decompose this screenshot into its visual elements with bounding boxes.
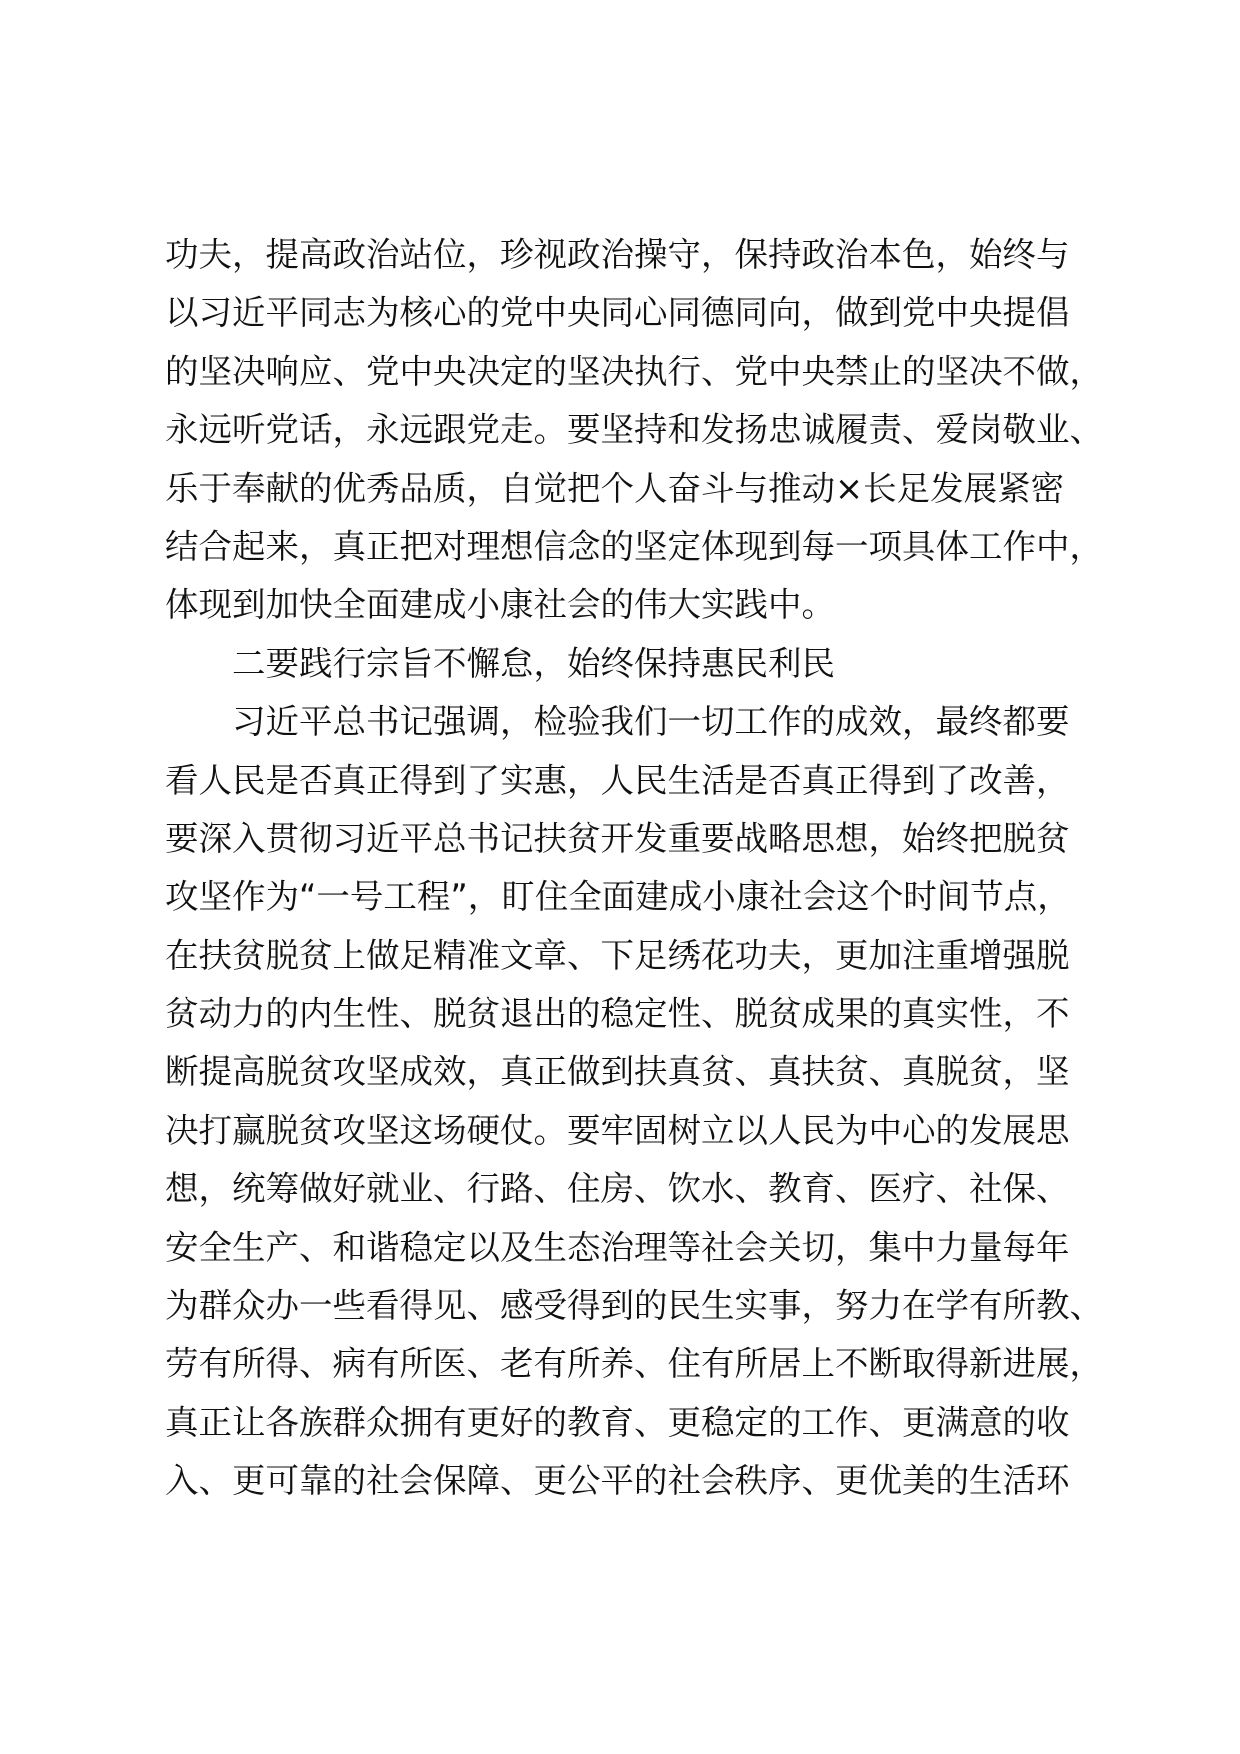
text-line: 贫动力的内生性、脱贫退出的稳定性、脱贫成果的真实性，不 (165, 994, 1070, 1034)
section-heading: 二要践行宗旨不懈怠，始终保持惠民利民 (232, 643, 835, 683)
text-line: 结合起来，真正把对理想信念的坚定体现到每一项具体工作中， (165, 526, 1103, 566)
text-line: 在扶贫脱贫上做足精准文章、下足绣花功夫，更加注重增强脱 (165, 935, 1070, 975)
text-line: 乐于奉献的优秀品质，自觉把个人奋斗与推动×长足发展紧密 (165, 468, 1065, 508)
text-line: 看人民是否真正得到了实惠，人民生活是否真正得到了改善， (165, 760, 1070, 800)
text-line: 的坚决响应、党中央决定的坚决执行、党中央禁止的坚决不做， (165, 351, 1103, 391)
text-line: 劳有所得、病有所医、老有所养、住有所居上不断取得新进展， (165, 1344, 1103, 1384)
text-line: 攻坚作为“一号工程”，盯住全面建成小康社会这个时间节点， (165, 877, 1071, 917)
text-line: 要深入贯彻习近平总书记扶贫开发重要战略思想，始终把脱贫 (165, 818, 1070, 858)
text-line: 决打赢脱贫攻坚这场硬仗。要牢固树立以人民为中心的发展思 (165, 1110, 1070, 1150)
text-line: 真正让各族群众拥有更好的教育、更稳定的工作、更满意的收 (165, 1402, 1070, 1442)
text-line: 入、更可靠的社会保障、更公平的社会秩序、更优美的生活环 (165, 1461, 1070, 1501)
document-body (165, 226, 1105, 1511)
text-line: 体现到加快全面建成小康社会的伟大实践中。 (165, 585, 835, 625)
text-line: 安全生产、和谐稳定以及生态治理等社会关切，集中力量每年 (165, 1227, 1070, 1267)
text-line: 为群众办一些看得见、感受得到的民生实事，努力在学有所教、 (165, 1286, 1103, 1326)
text-line: 以习近平同志为核心的党中央同心同德同向，做到党中央提倡 (165, 293, 1070, 333)
text-line: 断提高脱贫攻坚成效，真正做到扶真贫、真扶贫、真脱贫，坚 (165, 1052, 1070, 1092)
text-line: 想，统筹做好就业、行路、住房、饮水、教育、医疗、社保、 (165, 1169, 1070, 1209)
text-line: 永远听党话，永远跟党走。要坚持和发扬忠诚履责、爱岗敬业、 (165, 410, 1103, 450)
text-line: 功夫，提高政治站位，珍视政治操守，保持政治本色，始终与 (165, 235, 1070, 274)
paragraph-first-line: 习近平总书记强调，检验我们一切工作的成效，最终都要 (232, 702, 1070, 742)
